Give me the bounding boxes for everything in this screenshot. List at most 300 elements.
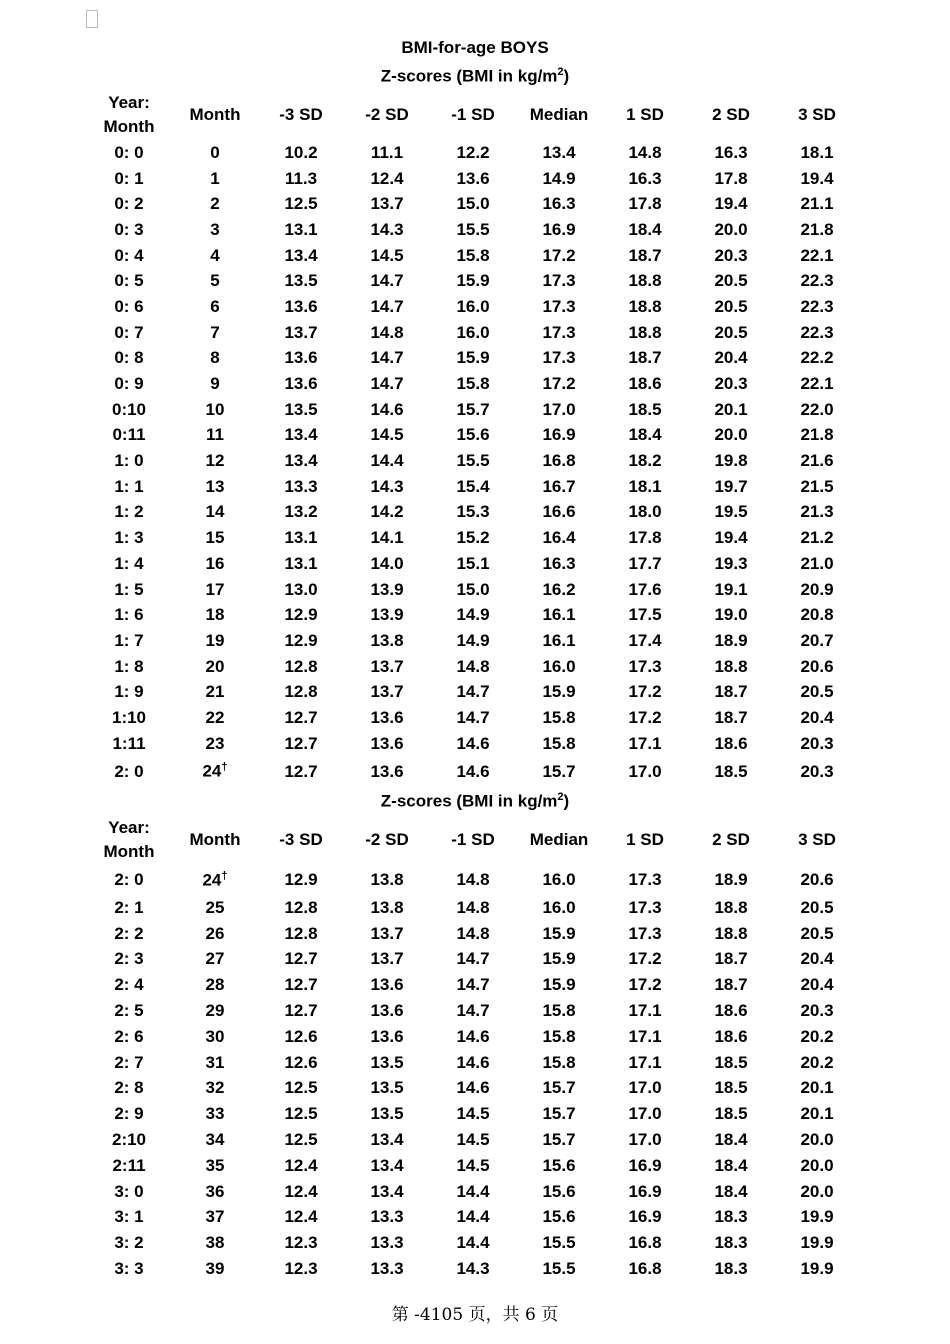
table-row [86, 191, 860, 217]
minus1sd-cell: 15.8 [456, 374, 490, 394]
minus1sd-cell: 14.7 [456, 682, 490, 702]
table-row [86, 1024, 860, 1050]
sd3-cell: 19.9 [800, 1233, 834, 1253]
month-cell [172, 294, 258, 320]
minus2sd-cell: 13.3 [370, 1233, 404, 1253]
table-row [86, 865, 860, 895]
table-row [86, 1179, 860, 1205]
sd1-cell: 17.8 [628, 194, 662, 214]
sd1-cell: 18.0 [628, 502, 662, 522]
minus3sd-cell: 12.8 [284, 923, 318, 943]
sd1-cell: 17.1 [628, 1052, 662, 1072]
minus2sd-cell: 14.6 [370, 399, 404, 419]
month-value: 32 [205, 1078, 225, 1098]
month-cell [172, 705, 258, 731]
sd1-cell: 18.8 [628, 296, 662, 316]
sd1-cell: 17.3 [628, 897, 662, 917]
col-month-sub-label: Month [103, 842, 155, 861]
sd2-cell: 19.4 [714, 194, 748, 214]
sd3-cell: 21.2 [800, 528, 834, 548]
sd2-cell: 20.0 [714, 219, 748, 239]
minus3sd-cell: 12.5 [284, 194, 318, 214]
sd2-cell: 18.6 [714, 1026, 748, 1046]
table-row [86, 140, 860, 166]
age-cell: 1: 0 [114, 451, 144, 471]
minus1sd-cell: 15.5 [456, 451, 490, 471]
sd2-cell: 18.8 [714, 897, 748, 917]
table-row [86, 423, 860, 449]
minus2sd-cell: 13.6 [370, 761, 404, 781]
subtitle-2-suffix: ) [563, 791, 570, 811]
col-minus2sd: -2 SD [365, 830, 409, 849]
table-row [86, 397, 860, 423]
sd3-cell: 20.4 [800, 707, 834, 727]
median-cell: 14.9 [542, 168, 576, 188]
sd2-cell: 18.5 [714, 1078, 748, 1098]
median-cell: 16.1 [542, 605, 576, 625]
minus1sd-cell: 13.6 [456, 168, 490, 188]
table-row [86, 371, 860, 397]
median-cell: 16.2 [542, 579, 576, 599]
col-1sd: 1 SD [626, 105, 664, 124]
minus3sd-cell: 12.7 [284, 733, 318, 753]
sd2-cell: 18.7 [714, 707, 748, 727]
month-cell [172, 865, 258, 895]
minus1sd-cell: 15.7 [456, 399, 490, 419]
minus3sd-cell: 10.2 [284, 142, 318, 162]
minus2sd-cell: 13.8 [370, 630, 404, 650]
sd3-cell: 22.3 [800, 271, 834, 291]
sd3-cell: 20.7 [800, 630, 834, 650]
sd1-cell: 17.1 [628, 1026, 662, 1046]
sd1-cell: 17.3 [628, 923, 662, 943]
age-cell: 3: 0 [114, 1181, 144, 1201]
month-cell [172, 895, 258, 921]
sd2-cell: 18.6 [714, 1001, 748, 1021]
age-cell: 1: 3 [114, 528, 144, 548]
table-header-row [86, 815, 860, 865]
sd1-cell: 17.1 [628, 1001, 662, 1021]
minus3sd-cell: 12.6 [284, 1052, 318, 1072]
minus2sd-cell: 13.7 [370, 682, 404, 702]
month-value: 9 [210, 374, 220, 394]
month-value: 24 [202, 761, 222, 781]
minus2sd-cell: 13.5 [370, 1052, 404, 1072]
sd3-cell: 22.1 [800, 245, 834, 265]
sd3-cell: 19.9 [800, 1259, 834, 1279]
month-value: 36 [205, 1181, 225, 1201]
month-cell [172, 972, 258, 998]
minus2sd-cell: 13.5 [370, 1078, 404, 1098]
age-cell: 1: 5 [114, 579, 144, 599]
month-value: 16 [205, 553, 225, 573]
median-cell: 15.5 [542, 1233, 576, 1253]
median-cell: 15.9 [542, 682, 576, 702]
sd2-cell: 20.3 [714, 245, 748, 265]
minus3sd-cell: 12.5 [284, 1130, 318, 1150]
sd2-cell: 18.5 [714, 761, 748, 781]
sd1-cell: 18.8 [628, 322, 662, 342]
age-cell: 0:11 [112, 425, 146, 445]
col-minus3sd: -3 SD [279, 105, 323, 124]
sd2-cell: 18.5 [714, 1104, 748, 1124]
sd3-cell: 20.4 [800, 975, 834, 995]
median-cell: 16.3 [542, 194, 576, 214]
age-cell: 1:10 [111, 707, 147, 727]
sd2-cell: 18.8 [714, 656, 748, 676]
minus1sd-cell: 15.2 [456, 528, 490, 548]
minus1sd-cell: 15.5 [456, 219, 490, 239]
sd3-cell: 20.3 [800, 761, 834, 781]
table-row [86, 1230, 860, 1256]
age-cell: 2: 3 [114, 949, 144, 969]
month-cell [172, 551, 258, 577]
table-row [86, 1127, 860, 1153]
minus3sd-cell: 12.4 [284, 1181, 318, 1201]
sd2-cell: 20.4 [714, 348, 748, 368]
sd3-cell: 21.1 [800, 194, 834, 214]
sd2-cell: 18.6 [714, 733, 748, 753]
sd2-cell: 18.3 [714, 1259, 748, 1279]
minus2sd-cell: 11.1 [370, 142, 404, 162]
sd1-cell: 18.1 [628, 476, 662, 496]
median-cell: 15.8 [542, 1052, 576, 1072]
month-cell [172, 1256, 258, 1282]
minus1sd-cell: 15.1 [456, 553, 490, 573]
month-value: 8 [210, 348, 220, 368]
age-cell: 2: 7 [114, 1052, 144, 1072]
month-cell [172, 191, 258, 217]
table-row [86, 1076, 860, 1102]
minus2sd-cell: 14.5 [370, 245, 404, 265]
minus3sd-cell: 12.7 [284, 707, 318, 727]
age-cell: 2: 9 [114, 1104, 144, 1124]
col-month: Month [189, 105, 241, 124]
subtitle-2 [0, 791, 950, 812]
minus1sd-cell: 14.6 [456, 733, 490, 753]
col-year-label: Year: [108, 818, 150, 837]
minus2sd-cell: 13.7 [370, 949, 404, 969]
sd1-cell: 17.7 [628, 553, 662, 573]
sd3-cell: 21.6 [800, 451, 834, 471]
minus3sd-cell: 12.5 [284, 1104, 318, 1124]
minus1sd-cell: 14.9 [456, 605, 490, 625]
age-cell: 1: 8 [114, 656, 144, 676]
minus2sd-cell: 14.7 [370, 296, 404, 316]
sd2-cell: 18.4 [714, 1155, 748, 1175]
month-value: 18 [205, 605, 225, 625]
minus2sd-cell: 13.6 [370, 1026, 404, 1046]
table-row [86, 346, 860, 372]
median-cell: 15.8 [542, 1026, 576, 1046]
month-cell [172, 1230, 258, 1256]
sd3-cell: 20.5 [800, 682, 834, 702]
col-median: Median [529, 830, 589, 849]
median-cell: 15.6 [542, 1181, 576, 1201]
month-cell [172, 500, 258, 526]
sd1-cell: 17.4 [628, 630, 662, 650]
minus3sd-cell: 12.9 [284, 870, 318, 889]
minus3sd-cell: 12.8 [284, 897, 318, 917]
month-value: 39 [205, 1259, 225, 1279]
table-row [86, 1050, 860, 1076]
sd3-cell: 19.9 [800, 1207, 834, 1227]
table-row [86, 166, 860, 192]
minus3sd-cell: 13.4 [284, 245, 318, 265]
age-cell: 0: 1 [114, 168, 144, 188]
minus1sd-cell: 14.6 [456, 1078, 490, 1098]
month-value: 15 [205, 528, 225, 548]
subtitle-1-sup: 2 [557, 66, 564, 78]
age-cell: 0: 5 [114, 271, 144, 291]
sd1-cell: 17.3 [628, 656, 662, 676]
minus3sd-cell: 12.7 [284, 1001, 318, 1021]
minus3sd-cell: 13.5 [284, 399, 318, 419]
month-value: 35 [205, 1155, 225, 1175]
table-row [86, 448, 860, 474]
minus1sd-cell: 14.8 [456, 870, 490, 889]
age-cell: 2: 2 [114, 923, 144, 943]
table-row [86, 679, 860, 705]
median-cell: 15.7 [542, 1078, 576, 1098]
month-value: 0 [210, 142, 220, 162]
table-row [86, 947, 860, 973]
median-cell: 17.2 [542, 374, 576, 394]
sd2-cell: 20.5 [714, 271, 748, 291]
age-cell: 2:10 [111, 1130, 147, 1150]
sd3-cell: 20.5 [800, 923, 834, 943]
month-value: 11 [206, 425, 224, 445]
table-row [86, 654, 860, 680]
table-row [86, 243, 860, 269]
sd3-cell: 20.2 [800, 1052, 834, 1072]
table-row [86, 602, 860, 628]
minus2sd-cell: 14.1 [370, 528, 404, 548]
month-value: 19 [205, 630, 225, 650]
minus3sd-cell: 11.3 [284, 168, 318, 188]
minus3sd-cell: 13.6 [284, 348, 318, 368]
minus1sd-cell: 15.0 [456, 194, 490, 214]
minus1sd-cell: 14.3 [456, 1259, 490, 1279]
minus3sd-cell: 13.2 [284, 502, 318, 522]
minus2sd-cell: 13.5 [370, 1104, 404, 1124]
median-cell: 15.7 [542, 761, 576, 781]
age-cell: 1: 7 [114, 630, 144, 650]
month-cell [172, 998, 258, 1024]
median-cell: 15.8 [542, 733, 576, 753]
col-year-label: Year: [108, 93, 150, 112]
minus3sd-cell: 12.7 [284, 949, 318, 969]
sd1-cell: 16.8 [628, 1259, 662, 1279]
table-row [86, 577, 860, 603]
minus2sd-cell: 14.3 [370, 219, 404, 239]
sd2-cell: 19.5 [714, 502, 748, 522]
age-cell: 2: 4 [114, 975, 144, 995]
minus1sd-cell: 14.7 [456, 975, 490, 995]
minus2sd-cell: 13.6 [370, 707, 404, 727]
month-value: 26 [205, 923, 225, 943]
month-cell [172, 166, 258, 192]
minus2sd-cell: 13.7 [370, 194, 404, 214]
minus2sd-cell: 14.7 [370, 348, 404, 368]
minus2sd-cell: 13.3 [370, 1207, 404, 1227]
age-cell: 2: 1 [114, 897, 144, 917]
median-cell: 16.9 [542, 219, 576, 239]
median-cell: 16.0 [542, 656, 576, 676]
age-cell: 0: 2 [114, 194, 144, 214]
dagger-footnote-mark: † [221, 869, 228, 882]
minus3sd-cell: 13.3 [284, 476, 318, 496]
minus2sd-cell: 13.9 [370, 605, 404, 625]
table-row [86, 1205, 860, 1231]
age-cell: 1: 1 [114, 476, 144, 496]
sd2-cell: 18.9 [714, 630, 748, 650]
month-value: 4 [210, 245, 220, 265]
month-cell [172, 140, 258, 166]
table-row [86, 320, 860, 346]
sd2-cell: 20.3 [714, 374, 748, 394]
minus2sd-cell: 14.3 [370, 476, 404, 496]
minus2sd-cell: 13.6 [370, 975, 404, 995]
sd1-cell: 17.2 [628, 949, 662, 969]
page-title: BMI-for-age BOYS [401, 38, 549, 57]
col-year-month [86, 90, 172, 140]
month-cell [172, 921, 258, 947]
month-value: 21 [205, 682, 225, 702]
month-cell [172, 1024, 258, 1050]
table-row [86, 705, 860, 731]
minus1sd-cell: 15.6 [456, 425, 490, 445]
month-cell [172, 423, 258, 449]
table-row [86, 757, 860, 787]
zscore-table-0-24 [86, 90, 860, 787]
month-cell [172, 947, 258, 973]
sd1-cell: 17.5 [628, 605, 662, 625]
age-cell: 1: 4 [114, 553, 144, 573]
minus1sd-cell: 16.0 [456, 322, 490, 342]
sd1-cell: 17.1 [628, 733, 662, 753]
sd2-cell: 18.7 [714, 682, 748, 702]
sd3-cell: 21.5 [800, 476, 834, 496]
sd1-cell: 17.6 [628, 579, 662, 599]
minus1sd-cell: 14.8 [456, 656, 490, 676]
sd1-cell: 18.4 [628, 219, 662, 239]
sd2-cell: 19.0 [714, 605, 748, 625]
month-cell [172, 577, 258, 603]
month-value: 34 [205, 1130, 225, 1150]
month-value: 12 [205, 451, 225, 471]
minus1sd-cell: 14.7 [456, 949, 490, 969]
month-value: 14 [205, 502, 225, 522]
sd1-cell: 16.3 [628, 168, 662, 188]
minus1sd-cell: 14.5 [456, 1104, 490, 1124]
minus1sd-cell: 14.7 [456, 1001, 490, 1021]
sd1-cell: 16.9 [628, 1181, 662, 1201]
sd3-cell: 21.8 [800, 219, 834, 239]
minus3sd-cell: 12.8 [284, 682, 318, 702]
minus3sd-cell: 13.1 [284, 528, 318, 548]
month-cell [172, 1179, 258, 1205]
minus1sd-cell: 14.8 [456, 923, 490, 943]
month-cell [172, 320, 258, 346]
sd3-cell: 20.9 [800, 579, 834, 599]
minus1sd-cell: 14.4 [456, 1181, 490, 1201]
month-value: 31 [205, 1052, 225, 1072]
month-cell [172, 525, 258, 551]
month-cell [172, 602, 258, 628]
dagger-footnote-mark: † [221, 761, 228, 774]
median-cell: 15.7 [542, 1104, 576, 1124]
median-cell: 16.8 [542, 451, 576, 471]
median-cell: 13.4 [542, 142, 576, 162]
sd1-cell: 16.9 [628, 1207, 662, 1227]
minus3sd-cell: 13.1 [284, 553, 318, 573]
age-cell: 1: 2 [114, 502, 144, 522]
age-cell: 0: 9 [114, 374, 144, 394]
sd3-cell: 22.3 [800, 296, 834, 316]
minus2sd-cell: 13.7 [370, 923, 404, 943]
sd2-cell: 20.1 [714, 399, 748, 419]
minus1sd-cell: 14.7 [456, 707, 490, 727]
age-cell: 3: 1 [114, 1207, 144, 1227]
age-cell: 2: 0 [114, 761, 144, 781]
month-value: 29 [205, 1001, 225, 1021]
month-value: 22 [205, 707, 225, 727]
minus3sd-cell: 13.5 [284, 271, 318, 291]
minus1sd-cell: 14.4 [456, 1207, 490, 1227]
minus3sd-cell: 12.7 [284, 975, 318, 995]
col-month-sub-label: Month [103, 117, 155, 136]
month-cell [172, 731, 258, 757]
month-value: 17 [205, 579, 225, 599]
col-3sd: 3 SD [798, 830, 836, 849]
month-value: 13 [205, 476, 225, 496]
median-cell: 15.5 [542, 1259, 576, 1279]
age-cell: 0: 8 [114, 348, 144, 368]
month-cell [172, 397, 258, 423]
minus1sd-cell: 14.4 [456, 1233, 490, 1253]
sd1-cell: 17.0 [628, 1104, 662, 1124]
corner-marker [86, 10, 98, 28]
sd3-cell: 21.3 [800, 502, 834, 522]
table-row [86, 217, 860, 243]
sd3-cell: 21.8 [800, 425, 834, 445]
age-cell: 0: 4 [114, 245, 144, 265]
month-value: 23 [205, 733, 225, 753]
age-cell: 2: 5 [114, 1001, 144, 1021]
age-cell: 2: 6 [114, 1026, 144, 1046]
sd3-cell: 20.2 [800, 1026, 834, 1046]
month-value: 24 [202, 870, 222, 890]
sd2-cell: 20.0 [714, 425, 748, 445]
age-cell: 1:11 [112, 733, 146, 753]
sd2-cell: 19.8 [714, 451, 748, 471]
minus3sd-cell: 12.4 [284, 1207, 318, 1227]
minus3sd-cell: 12.6 [284, 1026, 318, 1046]
month-cell [172, 628, 258, 654]
minus2sd-cell: 13.9 [370, 579, 404, 599]
minus1sd-cell: 14.9 [456, 630, 490, 650]
sd3-cell: 22.0 [800, 399, 834, 419]
minus2sd-cell: 14.5 [370, 425, 404, 445]
median-cell: 16.0 [542, 897, 576, 917]
sd1-cell: 17.3 [628, 870, 662, 889]
minus2sd-cell: 13.4 [370, 1155, 404, 1175]
minus3sd-cell: 13.6 [284, 296, 318, 316]
sd1-cell: 17.0 [628, 1130, 662, 1150]
age-cell: 0: 0 [114, 142, 144, 162]
sd1-cell: 17.2 [628, 707, 662, 727]
